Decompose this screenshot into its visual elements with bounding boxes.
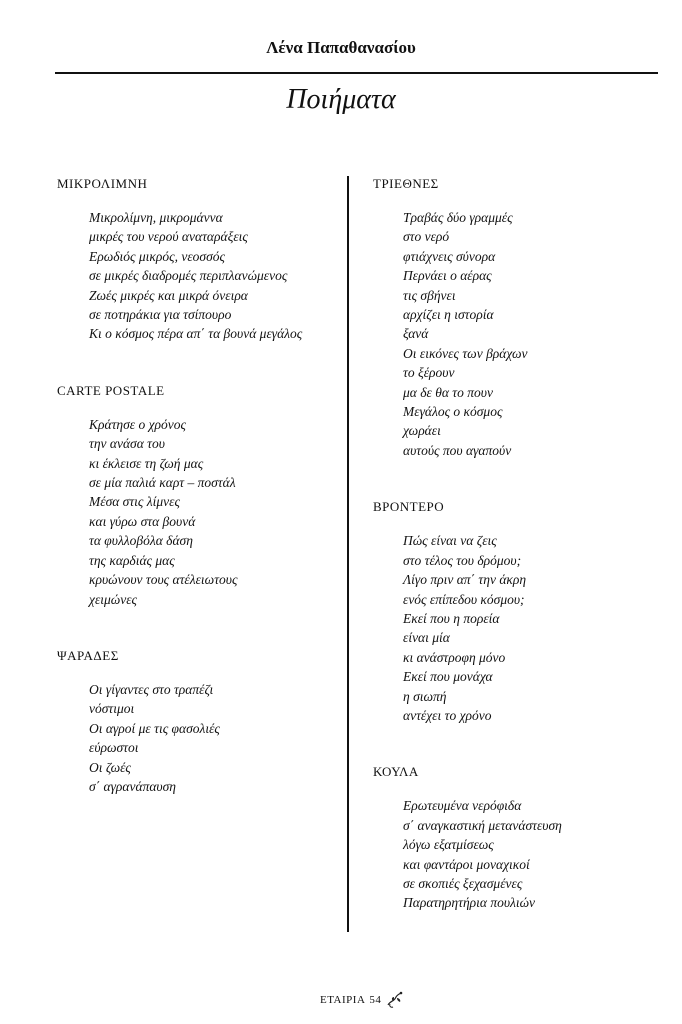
poem-title: ΒΡΟΝΤΕΡΟ xyxy=(373,499,445,515)
poem-line: Ερωτευμένα νερόφιδα xyxy=(403,798,522,814)
poem-psarades xyxy=(57,646,337,796)
poem-line: και φαντάροι μοναχικοί xyxy=(403,856,530,872)
poem-koula xyxy=(373,762,663,912)
poem-spacer xyxy=(373,725,663,762)
left-column xyxy=(57,174,337,796)
poem-lines xyxy=(57,680,337,796)
poem-triethnes xyxy=(373,174,663,460)
poem-line: Οι ζωές xyxy=(89,759,131,775)
poem-spacer xyxy=(57,609,337,646)
poem-line: Τραβάς δύο γραμμές xyxy=(403,210,513,225)
poem-line: Μεγάλος ο κόσμος xyxy=(403,404,503,420)
poem-line: Εκεί που η πορεία xyxy=(403,610,500,626)
poem-line: Παρατηρητήρια πουλιών xyxy=(403,895,536,911)
poem-line: αρχίζει η ιστορία xyxy=(403,307,494,323)
poem-line: Κι ο κόσμος πέρα απ΄ τα βουνά μεγάλος xyxy=(89,326,303,342)
poem-line: σε μικρές διαδρομές περιπλανώμενος xyxy=(89,268,288,284)
right-column xyxy=(373,174,663,913)
poem-line: Περνάει ο αέρας xyxy=(403,268,492,284)
poem-line: χειμώνες xyxy=(89,591,137,607)
poem-line: αυτούς που αγαπούν xyxy=(403,442,512,458)
poem-line: η σιωπή xyxy=(403,688,447,704)
poem-line: Κράτησε ο χρόνος xyxy=(89,416,186,432)
poem-spacer xyxy=(373,460,663,497)
poem-line: λόγω εξατμίσεως xyxy=(403,837,494,853)
poem-line: στο νερό xyxy=(403,229,450,245)
poem-line: Οι γίγαντες στο τραπέζι xyxy=(89,681,214,697)
poem-line: το ξέρουν xyxy=(403,365,455,381)
poem-line: είναι μία xyxy=(403,630,450,646)
poem-lines xyxy=(373,796,663,912)
poem-line: Ερωδιός μικρός, νεοσσός xyxy=(89,248,225,264)
poem-line: σ΄ αναγκαστική μετανάστευση xyxy=(403,817,562,833)
poem-line: εύρωστοι xyxy=(89,740,139,756)
poem-line: φτιάχνεις σύνορα xyxy=(403,248,496,264)
poem-line: αντέχει το χρόνο xyxy=(403,707,492,723)
poem-line: χωράει xyxy=(403,423,441,439)
poem-line: τις σβήνει xyxy=(403,287,456,303)
poem-line: σε μία παλιά καρτ – ποστάλ xyxy=(89,475,236,491)
poem-line: στο τέλος του δρόμου; xyxy=(403,552,522,568)
poem-line: κρυώνουν τους ατέλειωτους xyxy=(89,572,238,588)
poem-line: σε ποτηράκια για τσίπουρο xyxy=(89,307,232,323)
poem-line: τα φυλλοβόλα δάση xyxy=(89,533,193,549)
poem-line: Μικρολίμνη, μικρομάννα xyxy=(89,210,223,225)
poem-line: Οι αγροί με τις φασολιές xyxy=(89,720,220,736)
author-name: Λένα Παπαθανασίου xyxy=(266,38,416,57)
poem-line: Οι εικόνες των βράχων xyxy=(403,345,528,361)
poem-lines xyxy=(57,415,337,609)
journal-name: ΕΤΑΙΡΙΑ xyxy=(320,994,366,1006)
poem-line: Πώς είναι να ζεις xyxy=(403,533,497,549)
poem-line: ξανά xyxy=(403,326,429,342)
poem-line: κι έκλεισε τη ζωή μας xyxy=(89,455,204,471)
page-footer xyxy=(320,990,405,1010)
poem-line: σε σκοπιές ξεχασμένες xyxy=(403,875,523,891)
poem-line: Λίγο πριν απ΄ την άκρη xyxy=(403,572,527,588)
poem-lines xyxy=(373,208,663,460)
poem-line: της καρδιάς μας xyxy=(89,552,175,568)
header-rule xyxy=(55,72,658,74)
poem-spacer xyxy=(57,344,337,381)
page-title: Ποιήματα xyxy=(286,84,396,115)
poem-lines xyxy=(57,208,337,344)
poem-line: κι ανάστροφη μόνο xyxy=(403,649,506,665)
poem-line: και γύρω στα βουνά xyxy=(89,513,196,529)
poem-title: ΜΙΚΡΟΛΙΜΝΗ xyxy=(57,176,148,191)
poem-line: νόστιμοι xyxy=(89,701,135,717)
poem-carte-postale xyxy=(57,381,337,609)
poem-lines xyxy=(373,531,663,725)
poem-line: Εκεί που μονάχα xyxy=(403,669,493,685)
poem-title: ΨΑΡΑΔΕΣ xyxy=(57,647,119,663)
poem-line: μα δε θα το πουν xyxy=(403,384,493,400)
poem-title: CARTE POSTALE xyxy=(57,382,165,398)
page-number: 54 xyxy=(369,994,382,1006)
poem-mikrolimni xyxy=(57,174,337,344)
poem-title: ΚΟΥΛΑ xyxy=(373,764,419,780)
column-divider xyxy=(347,176,349,932)
poem-line: Μέσα στις λίμνες xyxy=(89,494,180,510)
poem-vrontero xyxy=(373,497,663,725)
poem-line: σ΄ αγρανάπαυση xyxy=(89,778,176,794)
poem-line: Ζωές μικρές και μικρά όνειρα xyxy=(89,287,248,303)
poem-line: την ανάσα του xyxy=(89,436,165,452)
poem-line: ενός επίπεδου κόσμου; xyxy=(403,591,525,607)
poem-title: ΤΡΙΕΘΝΕΣ xyxy=(373,176,439,191)
vine-ornament-icon xyxy=(385,990,405,1010)
poem-line: μικρές του νερού αναταράξεις xyxy=(89,229,248,245)
